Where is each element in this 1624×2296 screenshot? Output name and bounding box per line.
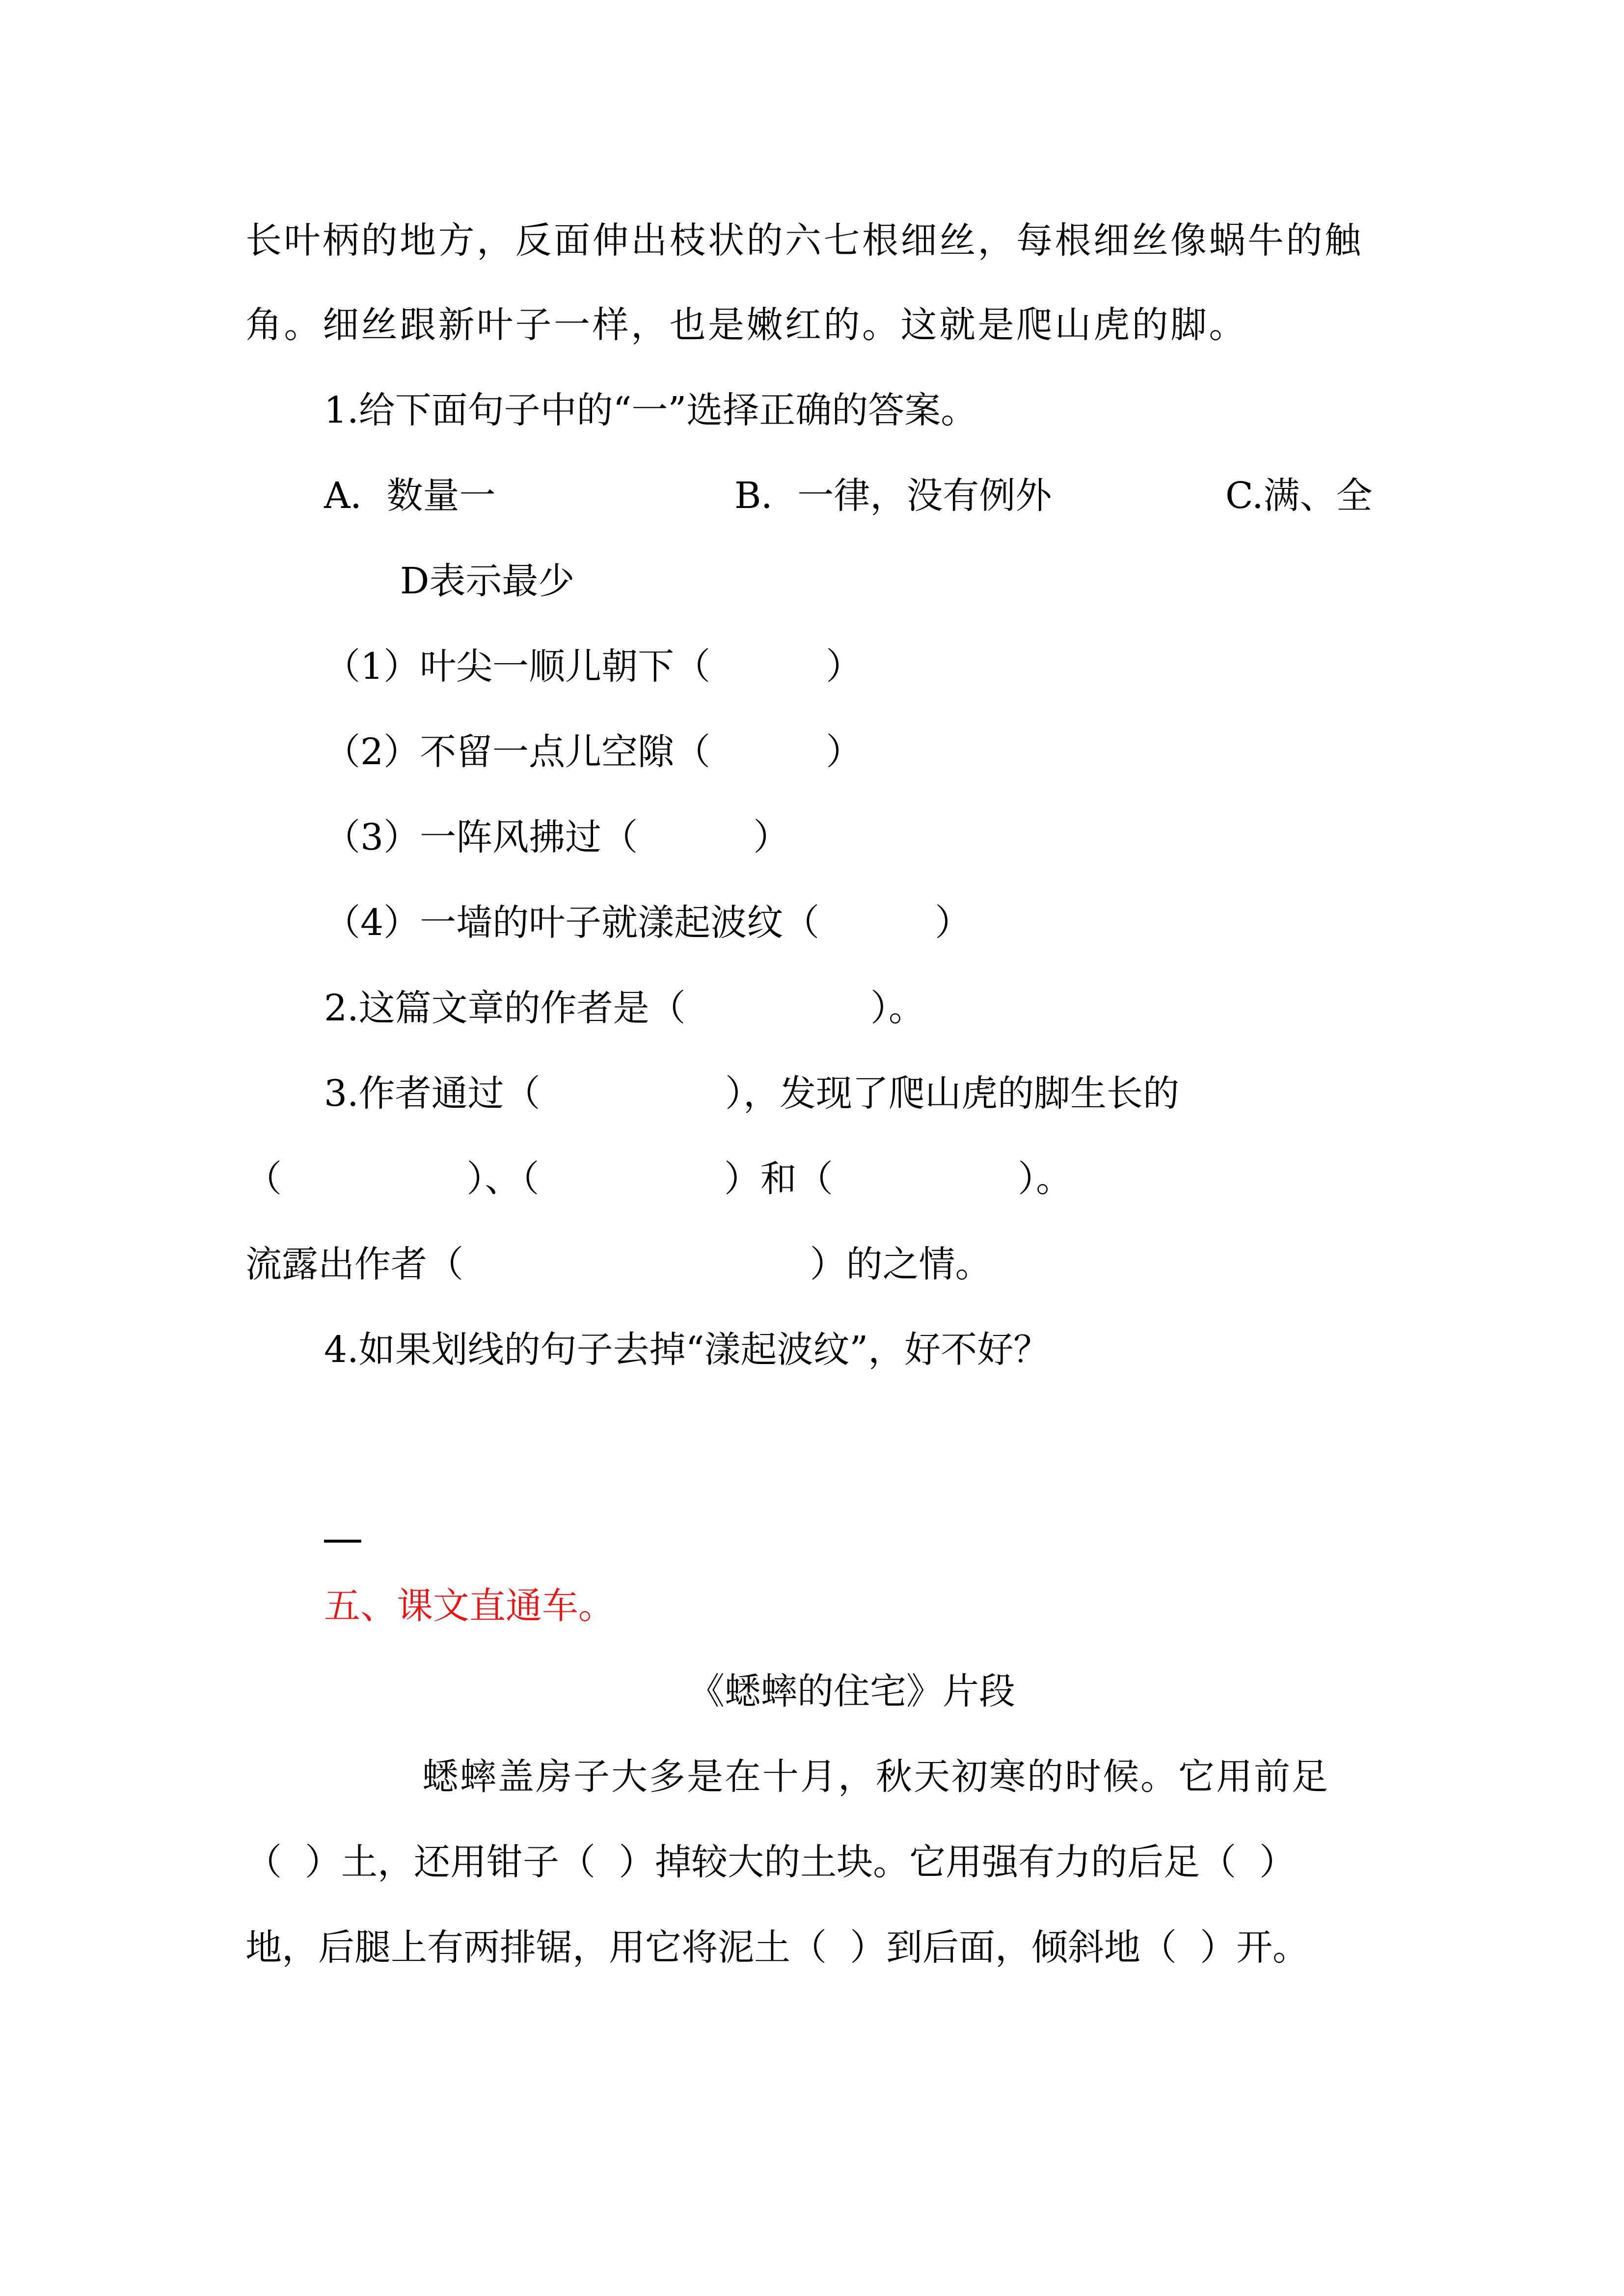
question-3-line-3: 流露出作者（ ）的之情。 (245, 1243, 992, 1285)
question-1-item: （2）不留一点儿空隙（ ） (324, 731, 863, 773)
option-a: A．数量一 (324, 475, 496, 517)
passage-line-2: 角。细丝跟新叶子一样，也是嫩红的。这就是爬山虎的脚。 (245, 304, 1247, 346)
question-1-item: （1）叶尖一顺儿朝下（ ） (324, 645, 863, 688)
option-d: D表示最少 (400, 560, 575, 602)
question-4: 4.如果划线的句子去掉“漾起波纹”，好不好？ (324, 1329, 1050, 1371)
option-b: B．一律，没有例外 (734, 475, 1052, 517)
question-1-item: （3）一阵风拂过（ ） (324, 816, 790, 858)
option-c: C.满、全 (1225, 475, 1373, 517)
excerpt-line-1: 蟋蟀盖房子大多是在十月，秋天初寒的时候。它用前足 (422, 1756, 1329, 1798)
question-1-prompt: 1.给下面句子中的“一”选择正确的答案。 (324, 389, 977, 431)
divider-dash (324, 1540, 361, 1543)
excerpt-line-3: 地，后腿上有两排锯，用它将泥土（ ）到后面，倾斜地（ ）开。 (245, 1926, 1309, 1969)
section-5-heading: 五、课文直通车。 (324, 1585, 615, 1627)
excerpt-title: 《蟋蟀的住宅》片段 (688, 1670, 1015, 1712)
passage-line-1: 长叶柄的地方，反面伸出枝状的六七根细丝，每根细丝像蜗牛的触 (245, 219, 1363, 262)
question-3-line-2: （ ）、（ ）和（ ）。 (245, 1158, 1073, 1200)
question-3-line-1: 3.作者通过（ ），发现了爬山虎的脚生长的 (324, 1072, 1179, 1115)
excerpt-line-2: （ ）土，还用钳子（ ）掉较大的土块。它用强有力的后足（ ） (245, 1841, 1296, 1883)
question-2: 2.这篇文章的作者是（ ）。 (324, 987, 925, 1029)
question-1-item: （4）一墙的叶子就漾起波纹（ ） (324, 902, 972, 944)
